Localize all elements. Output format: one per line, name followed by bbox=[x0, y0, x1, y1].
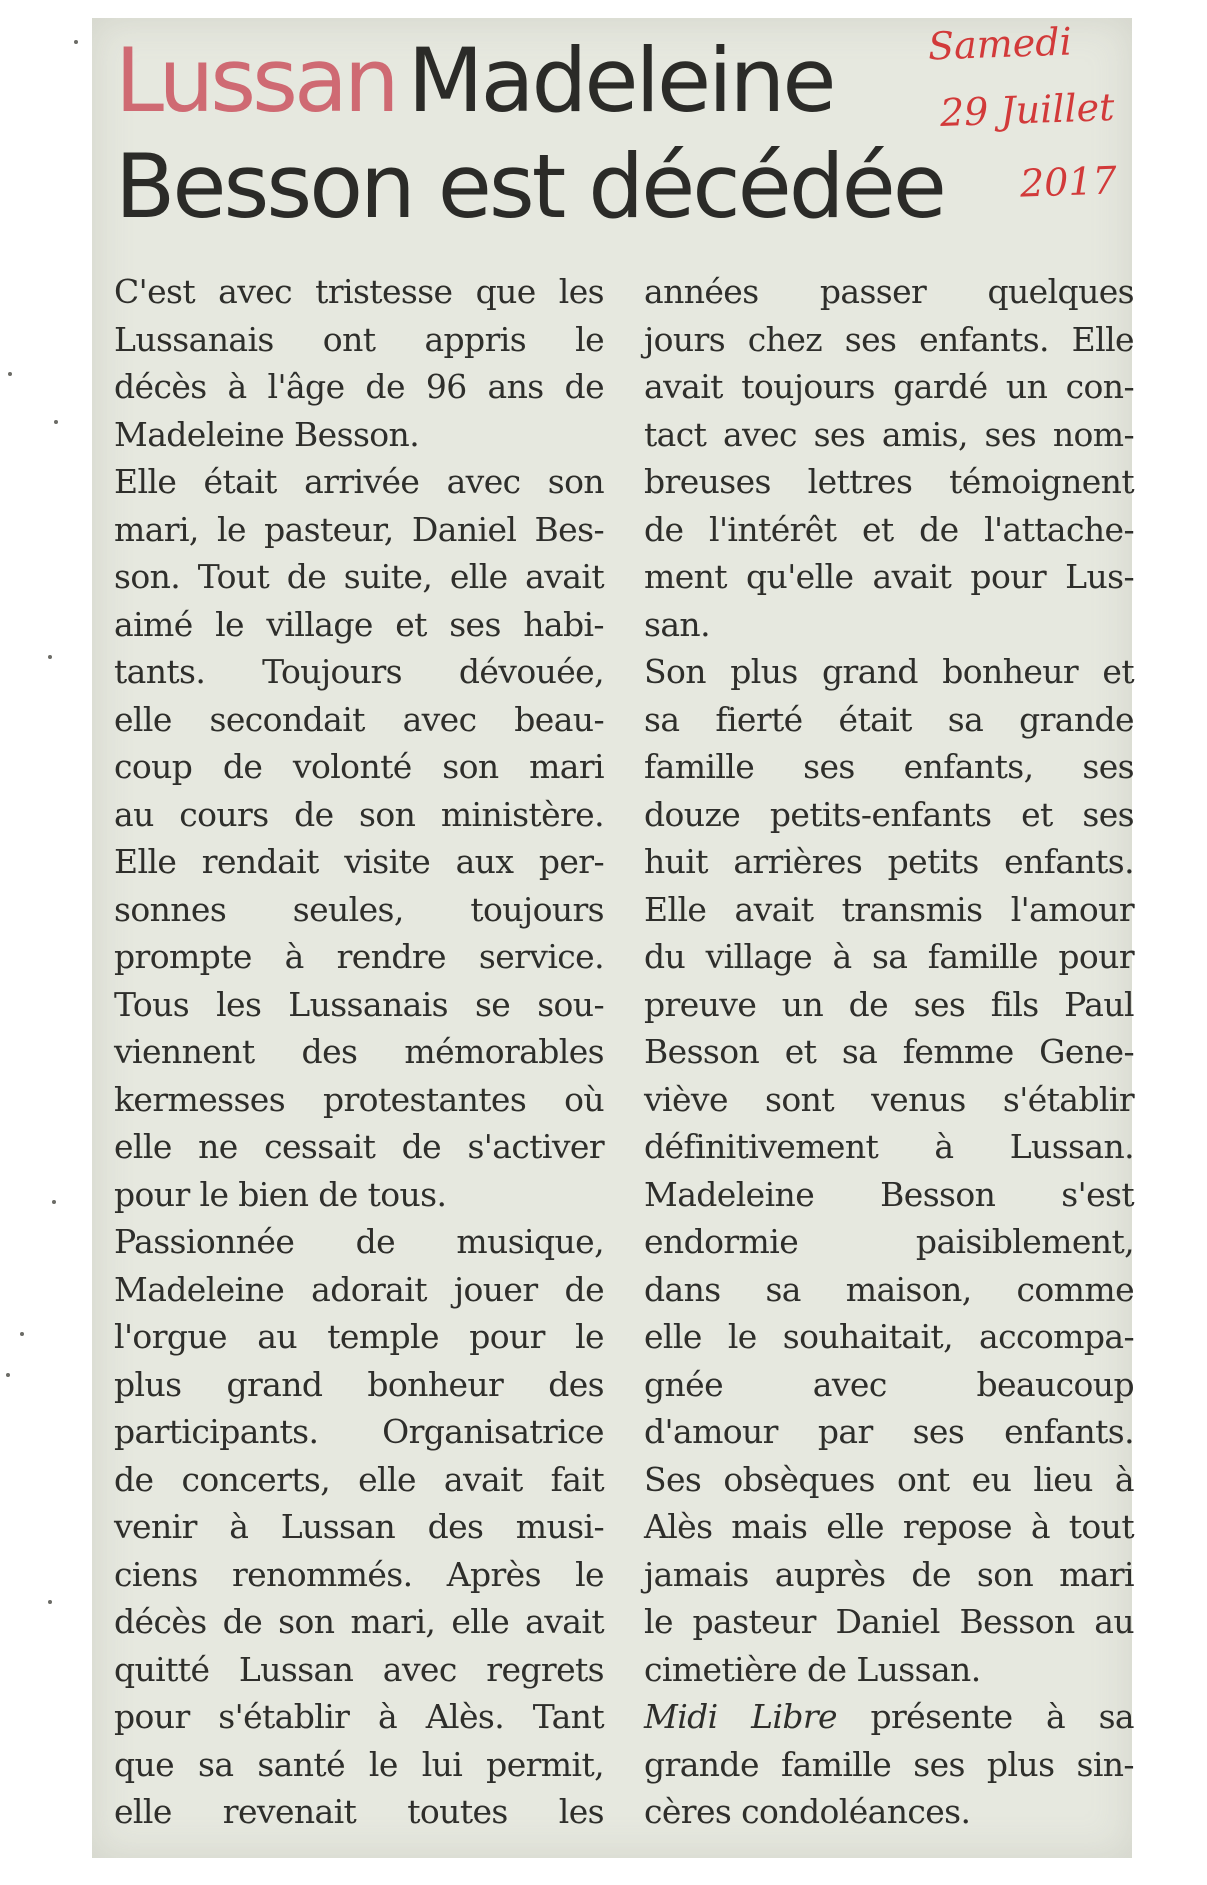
text-line: elle revenait toutes les bbox=[114, 1792, 604, 1831]
text-line: gnée avec beaucoup bbox=[644, 1364, 1134, 1404]
text-line: que sa santé le lui permit, bbox=[114, 1744, 604, 1784]
text-line: cimetière de Lussan. bbox=[644, 1649, 981, 1689]
text-line: Elle rendait visite aux per- bbox=[114, 842, 604, 881]
text-line: ciens renommés. Après le bbox=[114, 1554, 604, 1594]
text-line: avait toujours gardé un con- bbox=[644, 367, 1134, 406]
scan-speck bbox=[20, 1332, 24, 1336]
text-line: viennent des mémorables bbox=[114, 1032, 604, 1071]
text-line: dans sa maison, comme bbox=[644, 1269, 1134, 1309]
article-column-right bbox=[644, 268, 1134, 1836]
text-line: Lussanais ont appris le bbox=[114, 319, 604, 359]
newspaper-name: Midi Libre bbox=[644, 1697, 837, 1736]
text-line: au cours de son ministère. bbox=[114, 794, 604, 834]
text-line: Elle était arrivée avec son bbox=[114, 462, 604, 501]
text-line: aimé le village et ses habi- bbox=[114, 604, 604, 644]
headline-title-line2: Besson est décédée bbox=[115, 135, 944, 238]
text-line: elle le souhaitait, accompa- bbox=[644, 1317, 1134, 1356]
text-line: sonnes seules, toujours bbox=[114, 889, 604, 929]
text-line: cères condoléances. bbox=[644, 1792, 971, 1831]
scan-speck bbox=[74, 40, 78, 44]
text-line: Alès mais elle repose à tout bbox=[644, 1507, 1134, 1546]
text-line: coup de volonté son mari bbox=[114, 747, 604, 786]
text-line: endormie paisiblement, bbox=[644, 1222, 1134, 1261]
text-line: l'orgue au temple pour le bbox=[114, 1317, 604, 1356]
text-line: kermesses protestantes où bbox=[114, 1079, 604, 1119]
text-line: décès à l'âge de 96 ans de bbox=[114, 367, 604, 406]
scan-speck bbox=[52, 1200, 56, 1204]
text-line: viève sont venus s'établir bbox=[644, 1079, 1134, 1119]
text-line: d'amour par ses enfants. bbox=[644, 1412, 1134, 1451]
text-line: années passer quelques bbox=[644, 272, 1134, 311]
text-line: Madeleine Besson. bbox=[114, 414, 420, 454]
text-line: Madeleine Besson s'est bbox=[644, 1174, 1134, 1214]
text-line: preuve un de ses fils Paul bbox=[644, 984, 1134, 1024]
text-line: huit arrières petits enfants. bbox=[644, 842, 1134, 881]
text-line: ment qu'elle avait pour Lus- bbox=[644, 557, 1134, 596]
scan-speck bbox=[54, 420, 58, 424]
text-line: pour le bien de tous. bbox=[114, 1174, 447, 1214]
scan-speck bbox=[8, 372, 12, 376]
article-column-left bbox=[114, 268, 604, 1836]
scan-speck bbox=[48, 1600, 52, 1604]
text-line: sa fierté était sa grande bbox=[644, 699, 1134, 739]
headline bbox=[115, 28, 1015, 240]
scan-speck bbox=[48, 655, 52, 659]
text-line: C'est avec tristesse que les bbox=[114, 272, 604, 311]
text-line: Passionnée de musique, bbox=[114, 1222, 604, 1261]
text-line: tants. Toujours dévouée, bbox=[114, 652, 604, 691]
text-line: douze petits-enfants et ses bbox=[644, 794, 1134, 834]
text-line: plus grand bonheur des bbox=[114, 1364, 604, 1404]
text-line: participants. Organisatrice bbox=[114, 1412, 604, 1451]
handwritten-day: Samedi bbox=[927, 19, 1073, 69]
text-line: elle secondait avec beau- bbox=[114, 699, 604, 739]
text-line: venir à Lussan des musi- bbox=[114, 1507, 604, 1546]
text-line: tact avec ses amis, ses nom- bbox=[644, 414, 1134, 454]
text-line: Ses obsèques ont eu lieu à bbox=[644, 1459, 1134, 1499]
text-line: décès de son mari, elle avait bbox=[114, 1602, 604, 1641]
text-line: de l'intérêt et de l'attache- bbox=[644, 509, 1134, 549]
scan-speck bbox=[6, 1373, 10, 1377]
text-line: quitté Lussan avec regrets bbox=[114, 1649, 604, 1689]
headline-kicker: Lussan bbox=[115, 29, 396, 132]
text-line-rest: présente à sa bbox=[836, 1697, 1134, 1736]
text-line: Besson et sa femme Gene- bbox=[644, 1032, 1134, 1071]
text-line: prompte à rendre service. bbox=[114, 937, 604, 976]
handwritten-date: 29 Juillet bbox=[939, 84, 1116, 136]
text-line: elle ne cessait de s'activer bbox=[114, 1127, 604, 1166]
headline-title-line1: Madeleine bbox=[407, 29, 834, 132]
text-line: définitivement à Lussan. bbox=[644, 1127, 1134, 1166]
text-line: Son plus grand bonheur et bbox=[644, 652, 1134, 691]
text-line: san. bbox=[644, 604, 710, 644]
handwritten-year: 2017 bbox=[1019, 158, 1118, 206]
text-line: mari, le pasteur, Daniel Bes- bbox=[114, 509, 604, 549]
text-line: Elle avait transmis l'amour bbox=[644, 889, 1134, 929]
text-line: grande famille ses plus sin- bbox=[644, 1744, 1134, 1784]
text-line: breuses lettres témoignent bbox=[644, 462, 1134, 501]
text-line: Madeleine adorait jouer de bbox=[114, 1269, 604, 1309]
text-line: jamais auprès de son mari bbox=[644, 1554, 1134, 1594]
text-line: jours chez ses enfants. Elle bbox=[644, 319, 1134, 359]
text-line: de concerts, elle avait fait bbox=[114, 1459, 604, 1499]
text-line: pour s'établir à Alès. Tant bbox=[114, 1697, 604, 1736]
text-line: famille ses enfants, ses bbox=[644, 747, 1134, 786]
text-line: du village à sa famille pour bbox=[644, 937, 1134, 976]
text-line: le pasteur Daniel Besson au bbox=[644, 1602, 1134, 1641]
text-line: son. Tout de suite, elle avait bbox=[114, 557, 604, 596]
text-line bbox=[644, 1693, 1134, 1741]
text-line: Tous les Lussanais se sou- bbox=[114, 984, 604, 1024]
